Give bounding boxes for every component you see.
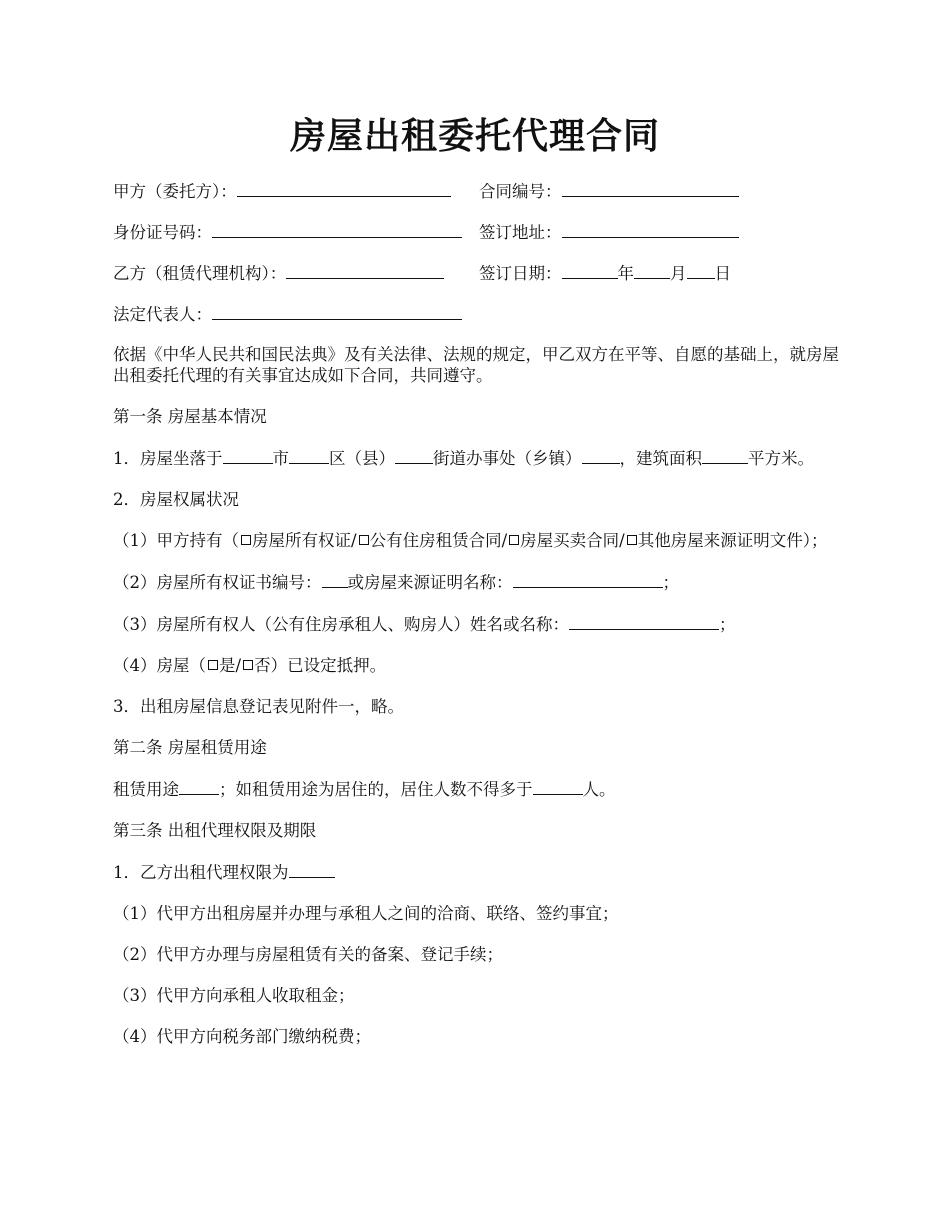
article3-sub2: （2）代甲方办理与房屋租赁有关的备案、登记手续； xyxy=(113,945,503,964)
year-label: 年 xyxy=(617,264,634,283)
article2-heading: 第二条 房屋租赁用途 xyxy=(113,738,267,757)
cert-no-field[interactable] xyxy=(322,571,348,588)
checkbox-other-proof[interactable] xyxy=(627,535,637,545)
sign-date-label: 签订日期： xyxy=(479,264,562,283)
area-field[interactable] xyxy=(702,447,748,464)
city-field[interactable] xyxy=(223,447,273,464)
legal-rep-label: 法定代表人： xyxy=(113,305,212,324)
article1-item3: 3．出租房屋信息登记表见附件一，略。 xyxy=(113,697,404,716)
preamble: 依据《中华人民共和国民法典》及有关法律、法规的规定，甲乙双方在平等、自愿的基础上，就房屋出租委托代理的有关事宜达成如下合同，共同遵守。 xyxy=(113,345,839,385)
article1-sub3: （3）房屋所有权人（公有住房承租人、购房人）姓名或名称： ； xyxy=(113,615,736,634)
article1-sub1: （1）甲方持有（ 房屋所有权证/ 公有住房租赁合同/ 房屋买卖合同/ 其他房屋来源证明文件）； xyxy=(113,531,828,550)
document-title: 房屋出租委托代理合同 xyxy=(289,115,660,157)
sign-year-field[interactable] xyxy=(562,262,618,279)
article1-sub2: （2）房屋所有权证书编号： 或房屋来源证明名称： ； xyxy=(113,573,679,592)
article2-line: 租赁用途 ；如租赁用途为居住的，居住人数不得多于 人。 xyxy=(113,780,616,799)
month-label: 月 xyxy=(670,264,687,283)
header-row-party-b xyxy=(113,262,839,283)
town-field[interactable] xyxy=(582,447,620,464)
contract-no-field[interactable] xyxy=(562,180,739,197)
article3-sub1: （1）代甲方出租房屋并办理与承租人之间的洽商、联络、签约事宜； xyxy=(113,904,619,923)
header-row-id xyxy=(113,221,839,242)
owner-name-field[interactable] xyxy=(569,613,719,630)
contract-no-label: 合同编号： xyxy=(479,182,562,201)
day-label: 日 xyxy=(714,264,731,283)
article1-item2: 2．房屋权属状况 xyxy=(113,490,239,509)
usage-field[interactable] xyxy=(179,778,219,795)
proof-name-field[interactable] xyxy=(513,571,663,588)
article3-heading: 第三条 出租代理权限及期限 xyxy=(113,821,317,840)
header-row-legal-rep xyxy=(113,303,839,324)
subdistrict-field[interactable] xyxy=(395,447,433,464)
checkbox-mortgage-no[interactable] xyxy=(243,660,253,670)
agency-scope-field[interactable] xyxy=(289,861,335,878)
sign-place-field[interactable] xyxy=(562,221,739,238)
checkbox-ownership-cert[interactable] xyxy=(241,535,251,545)
header-row-party-a xyxy=(113,180,839,201)
legal-rep-field[interactable] xyxy=(212,303,462,320)
id-no-field[interactable] xyxy=(212,221,462,238)
id-no-label: 身份证号码： xyxy=(113,223,212,242)
district-field[interactable] xyxy=(289,447,329,464)
sign-place-label: 签订地址： xyxy=(479,223,562,242)
article1-heading: 第一条 房屋基本情况 xyxy=(113,407,267,426)
sign-day-field[interactable] xyxy=(687,262,715,279)
party-a-field[interactable] xyxy=(237,180,451,197)
sign-month-field[interactable] xyxy=(634,262,670,279)
checkbox-purchase-contract[interactable] xyxy=(509,535,519,545)
party-b-field[interactable] xyxy=(286,262,444,279)
checkbox-public-lease[interactable] xyxy=(359,535,369,545)
party-a-label: 甲方（委托方）： xyxy=(113,182,237,201)
article1-item1: 1．房屋坐落于 市 区（县） 街道办事处（乡镇） ，建筑面积 平方米。 xyxy=(113,449,814,468)
article3-sub3: （3）代甲方向承租人收取租金； xyxy=(113,986,355,1005)
contract-body xyxy=(113,180,839,1067)
party-b-label: 乙方（租赁代理机构）： xyxy=(113,264,287,283)
article1-sub4: （4）房屋（ 是/ 否）已设定抵押。 xyxy=(113,656,387,675)
article3-sub4: （4）代甲方向税务部门缴纳税费； xyxy=(113,1027,371,1046)
article3-item1: 1．乙方出租代理权限为 xyxy=(113,861,839,883)
checkbox-mortgage-yes[interactable] xyxy=(208,660,218,670)
occupant-limit-field[interactable] xyxy=(533,778,583,795)
